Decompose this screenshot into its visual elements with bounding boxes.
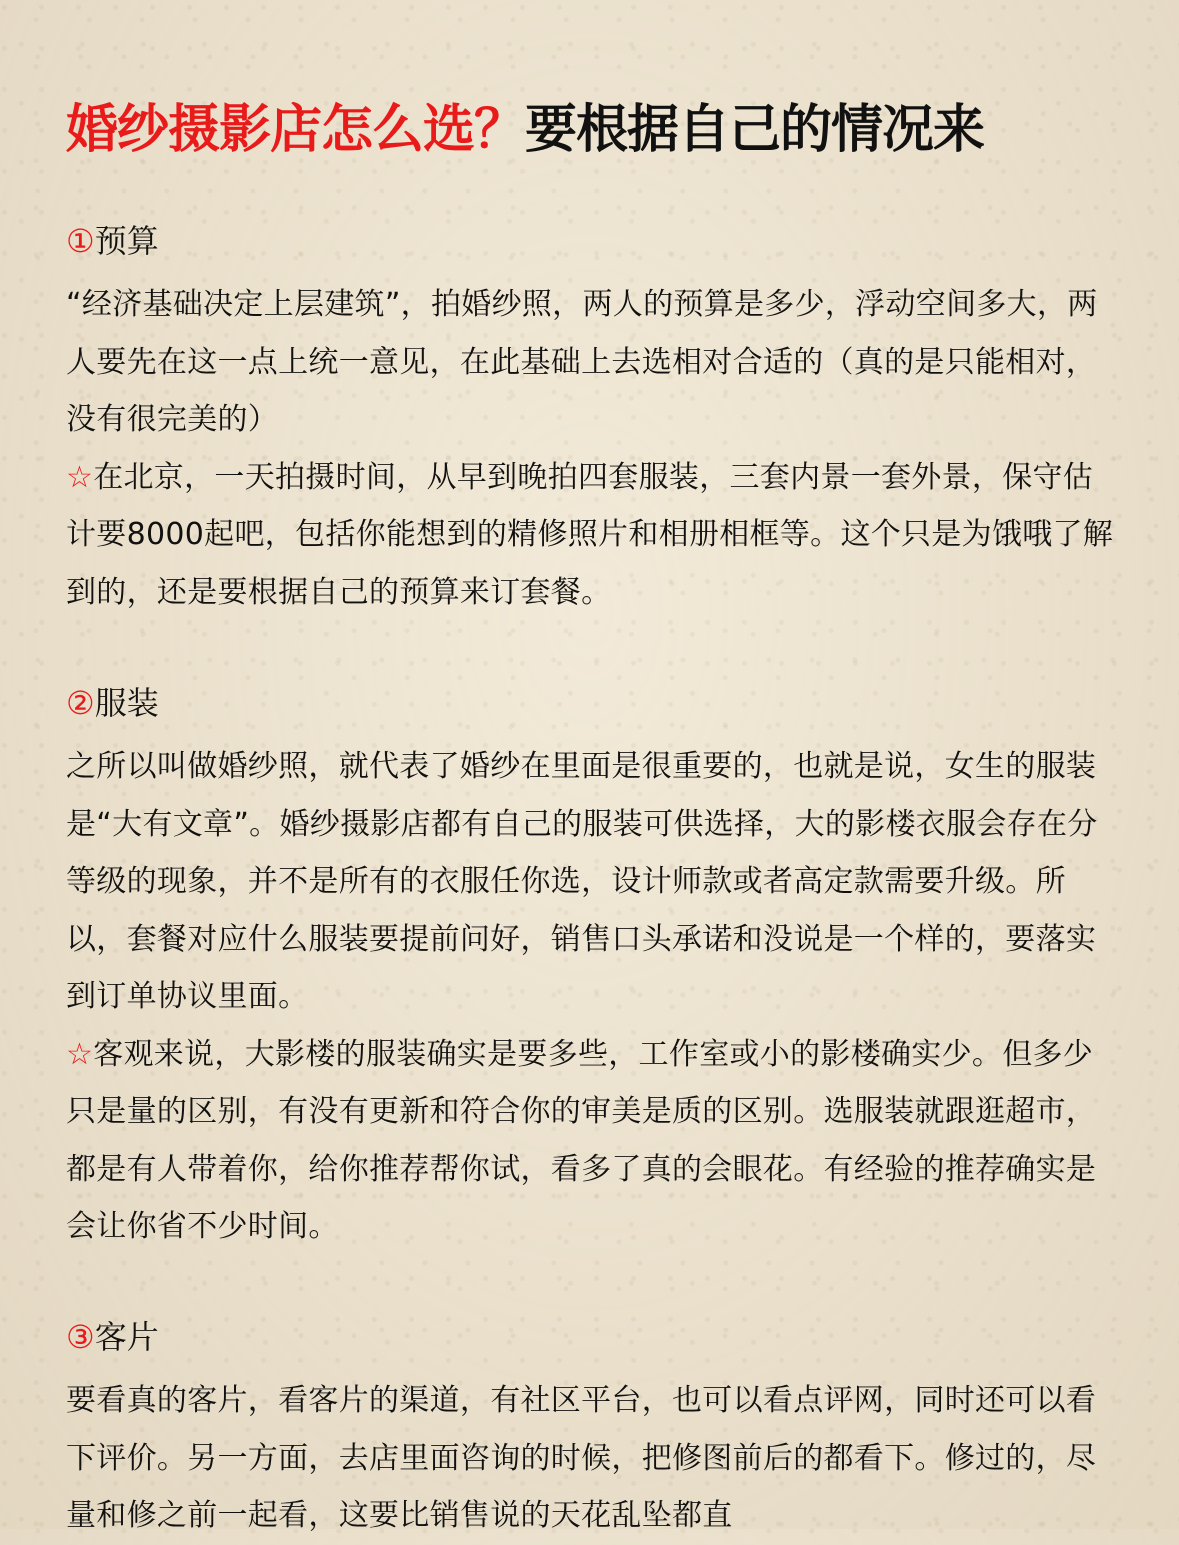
section-clothing (66, 680, 1116, 1256)
star-icon: ☆ (66, 1036, 94, 1072)
paragraph-text: 要看真的客片，看客片的渠道，有社区平台，也可以看点评网，同时还可以看下评价。另一方面，去店里面咨询的时候，把修图前后的都看下。修过的，尽量和修之前一起看，这要比销售说的天花乱坠都直 (66, 1383, 1097, 1533)
paragraph-text: “经济基础决定上层建筑”，拍婚纱照，两人的预算是多少，浮动空间多大，两人要先在这一点上统一意见，在此基础上去选相对合适的（真的是只能相对，没有很完美的） (66, 287, 1098, 437)
article-title (66, 98, 984, 162)
paragraph-text: 之所以叫做婚纱照，就代表了婚纱在里面是很重要的，也就是说，女生的服装是“大有文章”。婚纱摄影店都有自己的服装可供选择，大的影楼衣服会存在分等级的现象，并不是所有的衣服任你选，设计师款或者高定款需要升级。所以，套餐对应什么服装要提前问好，销售口头承诺和没说是一个样的，要落实到订单协议里面。 (66, 749, 1098, 1014)
star-icon: ☆ (66, 459, 94, 495)
paragraph (66, 449, 1116, 622)
section-heading (66, 218, 1116, 264)
section-title: 预算 (94, 222, 159, 260)
section-number: ② (66, 684, 95, 722)
paragraph (66, 1372, 1116, 1545)
paragraph (66, 276, 1116, 449)
section-budget (66, 218, 1116, 621)
section-heading (66, 1314, 1116, 1360)
paragraph-text: 在北京，一天拍摄时间，从早到晚拍四套服装，三套内景一套外景，保守估计要8000起吧，包括你能想到的精修照片和相册相框等。这个只是为饿哦了解到的，还是要根据自己的预算来订套餐。 (66, 459, 1114, 610)
section-number: ① (66, 222, 95, 260)
title-rest: 要根据自己的情况来 (525, 100, 985, 160)
section-number: ③ (66, 1318, 95, 1356)
paragraph (66, 1026, 1116, 1256)
section-title: 服装 (94, 684, 159, 722)
section-heading (66, 680, 1116, 726)
section-title: 客片 (94, 1318, 159, 1356)
paragraph-text: 客观来说，大影楼的服装确实是要多些，工作室或小的影楼确实少。但多少只是量的区别，有没有更新和符合你的审美是质的区别。选服装就跟逛超市，都是有人带着你，给你推荐帮你试，看多了真的会眼花。有经验的推荐确实是会让你省不少时间。 (66, 1036, 1097, 1244)
paragraph (66, 738, 1116, 1026)
title-highlight: 婚纱摄影店怎么选？ (66, 100, 526, 160)
section-client-photos (66, 1314, 1116, 1545)
